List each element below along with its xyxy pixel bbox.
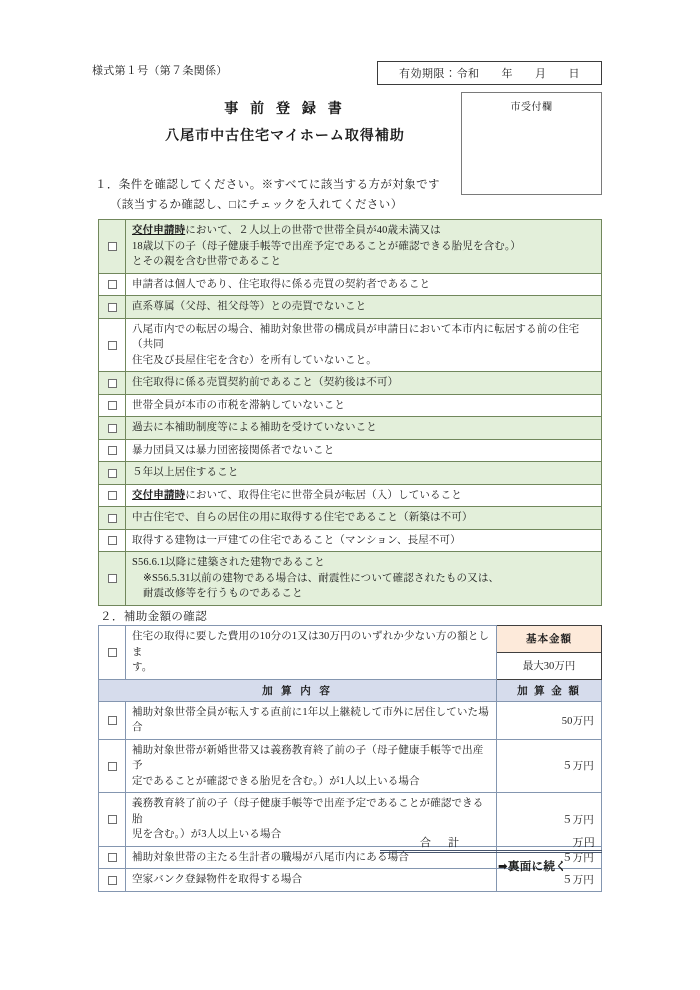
addition-amount: ５万円 [497, 869, 602, 892]
addition-checkbox-cell-3[interactable] [99, 793, 126, 847]
checkbox-icon[interactable] [108, 574, 117, 583]
checklist-row [99, 417, 602, 440]
checklist-row [99, 318, 602, 372]
checklist-row [99, 220, 602, 274]
addition-checkbox-cell-5[interactable] [99, 869, 126, 892]
basic-amount-header: 基本金額 [497, 626, 602, 653]
checklist-line: 直系尊属（父母、祖父母等）との売買でないこと [132, 301, 367, 312]
checklist-row [99, 529, 602, 552]
document-title: 事 前 登 録 書 [224, 100, 346, 116]
section1-heading: １．条件を確認してください。※すべてに該当する方が対象です [95, 179, 440, 191]
addition-row [99, 701, 602, 739]
city-reception-label: 市受付欄 [510, 102, 553, 113]
checklist-row [99, 273, 602, 296]
checklist-line: 八尾市内での転居の場合、補助対象世帯の構成員が申請日において本市内に転居する前の住宅（共同 [132, 323, 580, 350]
basic-amount-row [99, 626, 602, 653]
addition-header-row [99, 679, 602, 701]
section2-heading: ２．補助金額の確認 [100, 611, 208, 623]
emphasis-text: 交付申請時 [132, 225, 186, 236]
checklist-row [99, 394, 602, 417]
addition-checkbox-cell-4[interactable] [99, 846, 126, 869]
document-subtitle: 八尾市中古住宅マイホーム取得補助 [165, 127, 405, 143]
checklist-condition-text [126, 462, 602, 485]
checklist-line: 住宅取得に係る売買契約前であること（契約後は不可） [132, 377, 399, 388]
checklist-checkbox-cell-12[interactable] [99, 529, 126, 552]
addition-amount: ５万円 [497, 739, 602, 793]
checkbox-icon[interactable] [108, 648, 117, 657]
checklist-checkbox-cell-4[interactable] [99, 318, 126, 372]
basic-amount-description [126, 626, 497, 680]
checkbox-icon[interactable] [108, 491, 117, 500]
checklist-checkbox-cell-9[interactable] [99, 462, 126, 485]
checkbox-icon[interactable] [108, 280, 117, 289]
checklist-checkbox-cell-7[interactable] [99, 417, 126, 440]
continue-on-back-note: ➡裏面に続く [498, 861, 567, 873]
checklist-line: 過去に本補助制度等による補助を受けていないこと [132, 422, 377, 433]
basic-amount-checkbox-cell[interactable] [99, 626, 126, 680]
checkbox-icon[interactable] [108, 379, 117, 388]
checklist-condition-text [126, 484, 602, 507]
checkbox-icon[interactable] [108, 242, 117, 251]
checklist-row [99, 462, 602, 485]
checklist-line: 暴力団員又は暴力団密接関係者でないこと [132, 444, 335, 456]
checklist-checkbox-cell-6[interactable] [99, 394, 126, 417]
eligibility-checklist-table [98, 219, 602, 606]
checklist-condition-text [126, 417, 602, 440]
checklist-condition-text [126, 372, 602, 395]
checklist-row [99, 552, 602, 606]
checklist-condition-text [126, 273, 602, 296]
checklist-checkbox-cell-5[interactable] [99, 372, 126, 395]
basic-amount-value: 最大30万円 [497, 652, 602, 679]
addition-amount: ５万円 [497, 846, 602, 869]
checklist-line: 中古住宅で、自らの居住の用に取得する住宅であること（新築は不可） [132, 512, 473, 523]
addition-description: 補助対象世帯全員が転入する直前に1年以上継続して市外に居住していた場合 [126, 701, 497, 739]
addition-description: 空家バンク登録物件を取得する場合 [126, 869, 497, 892]
checkbox-icon[interactable] [108, 303, 117, 312]
checklist-condition-text [126, 394, 602, 417]
checklist-condition-text [126, 296, 602, 319]
checklist-line: S56.6.1以降に建築された建物であること [132, 557, 325, 568]
checklist-checkbox-cell-2[interactable] [99, 273, 126, 296]
validity-label: 有効期限：令和 [399, 68, 480, 80]
checklist-line: 世帯全員が本市の市税を滞納していないこと [132, 399, 345, 411]
emphasis-text: 交付申請時 [132, 489, 186, 501]
section1-subheading: （該当するか確認し、□にチェックを入れてください） [110, 199, 403, 211]
checklist-checkbox-cell-1[interactable] [99, 220, 126, 274]
checkbox-icon[interactable] [108, 514, 117, 523]
checkbox-icon[interactable] [108, 469, 117, 478]
checkbox-icon[interactable] [108, 536, 117, 545]
addition-content-header: 加 算 内 容 [99, 679, 497, 701]
checklist-line: ５年以上居住すること [132, 467, 239, 478]
checklist-condition-text [126, 507, 602, 530]
checklist-line: 住宅及び長屋住宅を含む）を所有していないこと。 [132, 354, 377, 366]
addition-description: 補助対象世帯の主たる生計者の職場が八尾市内にある場合 [126, 846, 497, 869]
addition-amount-header: 加 算 金 額 [497, 679, 602, 701]
checklist-condition-text [126, 552, 602, 606]
checkbox-icon[interactable] [108, 401, 117, 410]
addition-description: 義務教育終了前の子（母子健康手帳等で出産予定であることが確認できる胎 児を含む。）が3人以上いる場合 [126, 793, 497, 847]
validity-month: 月 [535, 68, 547, 80]
checkbox-icon[interactable] [108, 341, 117, 350]
checklist-line: 申請者は個人であり、住宅取得に係る売買の契約者であること [132, 278, 431, 290]
validity-period-box [377, 61, 602, 85]
addition-description: 補助対象世帯が新婚世帯又は義務教育終了前の子（母子健康手帳等で出産予 定であることが確認できる胎児を含む。）が1人以上いる場合 [126, 739, 497, 793]
addition-checkbox-cell-2[interactable] [99, 739, 126, 793]
checklist-line: 取得する建物は一戸建ての住宅であること（マンション、長屋不可） [132, 534, 461, 546]
checklist-row [99, 484, 602, 507]
validity-year: 年 [501, 68, 513, 80]
checklist-row [99, 296, 602, 319]
checkbox-icon[interactable] [108, 716, 117, 725]
checkbox-icon[interactable] [108, 446, 117, 455]
checklist-checkbox-cell-8[interactable] [99, 439, 126, 462]
total-unit: 万円 [572, 837, 595, 849]
checklist-line: 18歳以下の子（母子健康手帳等で出産予定であることが確認できる胎児を含む。） [132, 240, 521, 252]
addition-checkbox-cell-1[interactable] [99, 701, 126, 739]
checklist-row [99, 372, 602, 395]
total-row [380, 833, 602, 853]
checklist-checkbox-cell-10[interactable] [99, 484, 126, 507]
checkbox-icon[interactable] [108, 815, 117, 824]
addition-amount: 50万円 [497, 701, 602, 739]
checklist-checkbox-cell-13[interactable] [99, 552, 126, 606]
addition-amount: ５万円 [497, 793, 602, 847]
checklist-condition-text [126, 220, 602, 274]
checkbox-icon[interactable] [108, 762, 117, 771]
checklist-line: ※S56.5.31以前の建物である場合は、耐震性について確認されたもの又は、 [143, 572, 500, 584]
checklist-line: 耐震改修等を行うものであること [143, 588, 303, 599]
basic-amount-description-line1: 住宅の取得に要した費用の10分の1又は30万円のいずれか少ない方の額としま [132, 631, 490, 658]
checklist-line: 交付申請時において、取得住宅に世帯全員が転居（入）していること [132, 489, 462, 501]
checklist-condition-text [126, 439, 602, 462]
checklist-row [99, 439, 602, 462]
basic-amount-description-line2: す。 [132, 662, 153, 673]
checklist-row [99, 507, 602, 530]
checkbox-icon[interactable] [108, 876, 117, 885]
checklist-line: とその親を含む世帯であること [132, 256, 282, 267]
checkbox-icon[interactable] [108, 424, 117, 433]
checklist-condition-text [126, 529, 602, 552]
checklist-checkbox-cell-3[interactable] [99, 296, 126, 319]
checkbox-icon[interactable] [108, 853, 117, 862]
checklist-line: 交付申請時において、２人以上の世帯で世帯全員が40歳未満又は [132, 225, 441, 236]
form-code: 様式第１号（第７条関係） [92, 65, 228, 77]
checklist-checkbox-cell-11[interactable] [99, 507, 126, 530]
addition-row [99, 739, 602, 793]
checklist-condition-text [126, 318, 602, 372]
city-reception-box [461, 92, 602, 195]
validity-period-text [399, 65, 580, 81]
validity-day: 日 [568, 68, 580, 80]
total-label: 合 計 [420, 837, 462, 849]
